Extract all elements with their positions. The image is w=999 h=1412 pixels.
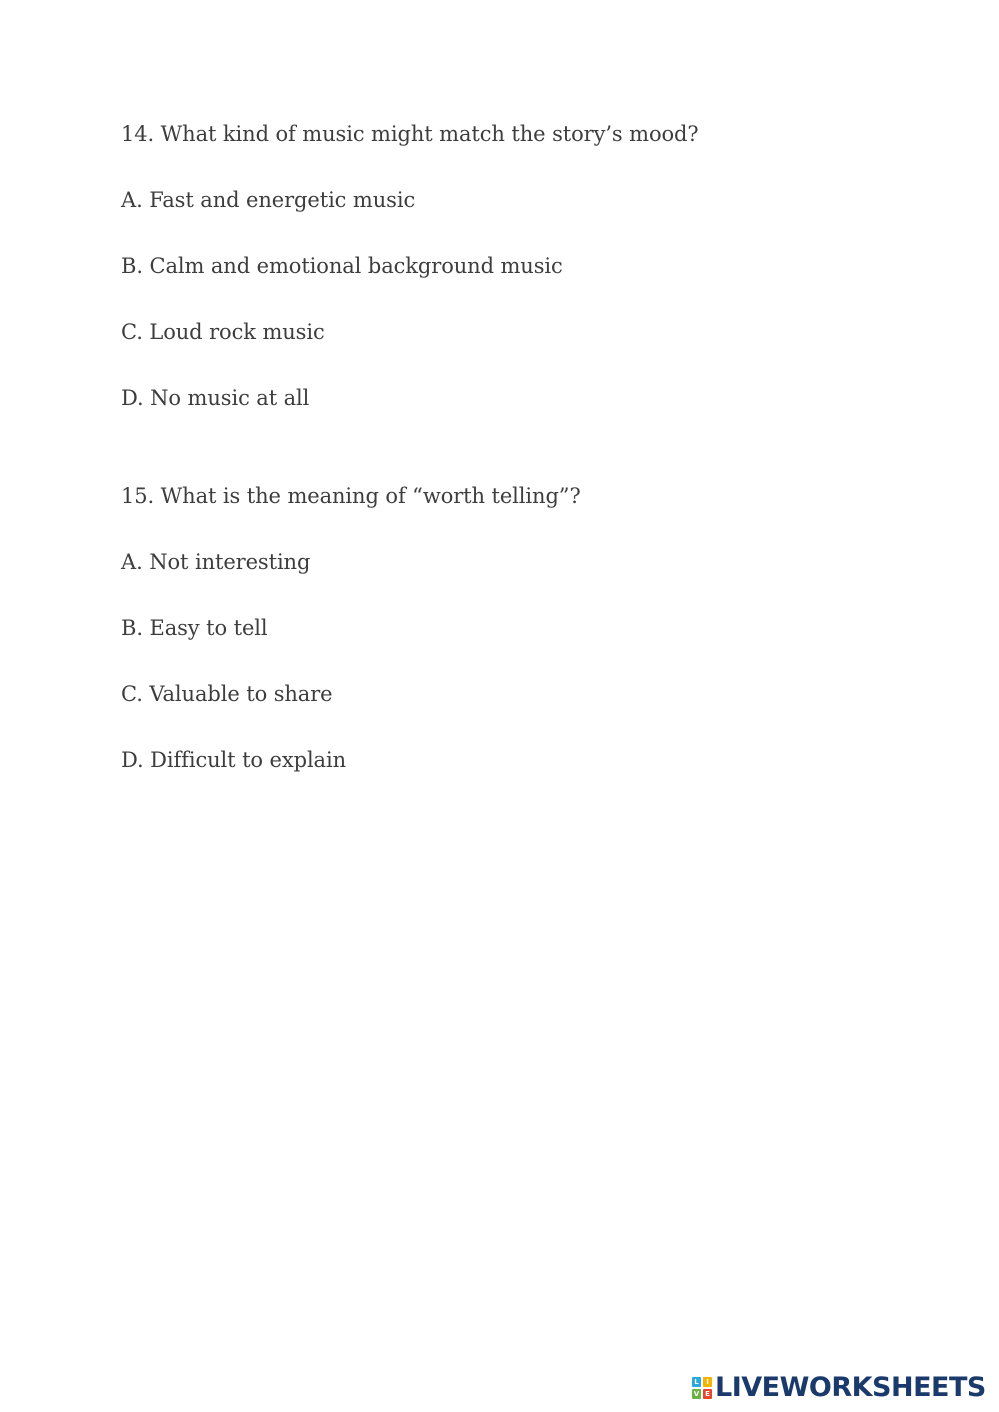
question-15-option-c[interactable]: C. Valuable to share [121, 682, 333, 706]
question-14-option-b[interactable]: B. Calm and emotional background music [121, 254, 563, 278]
question-15-option-b[interactable]: B. Easy to tell [121, 616, 268, 640]
question-14-option-a[interactable]: A. Fast and energetic music [121, 188, 416, 212]
question-14-option-c[interactable]: C. Loud rock music [121, 320, 325, 344]
question-14-option-d[interactable]: D. No music at all [121, 386, 310, 410]
logo-tile-v: V [693, 1390, 700, 1398]
question-14-prompt: 14. What kind of music might match the story’s mood? [121, 122, 699, 146]
logo-tile-e: E [703, 1389, 712, 1399]
question-15-prompt: 15. What is the meaning of “worth telling”? [121, 484, 581, 508]
question-15-option-d[interactable]: D. Difficult to explain [121, 748, 347, 772]
liveworksheets-logo [692, 1374, 986, 1402]
logo-tile-i: I [703, 1377, 712, 1387]
logo-tile-l: L [692, 1377, 701, 1387]
liveworksheets-logo-icon [692, 1377, 712, 1399]
question-15-option-a[interactable]: A. Not interesting [121, 550, 311, 574]
liveworksheets-brand-text: LIVEWORKSHEETS [715, 1372, 986, 1403]
